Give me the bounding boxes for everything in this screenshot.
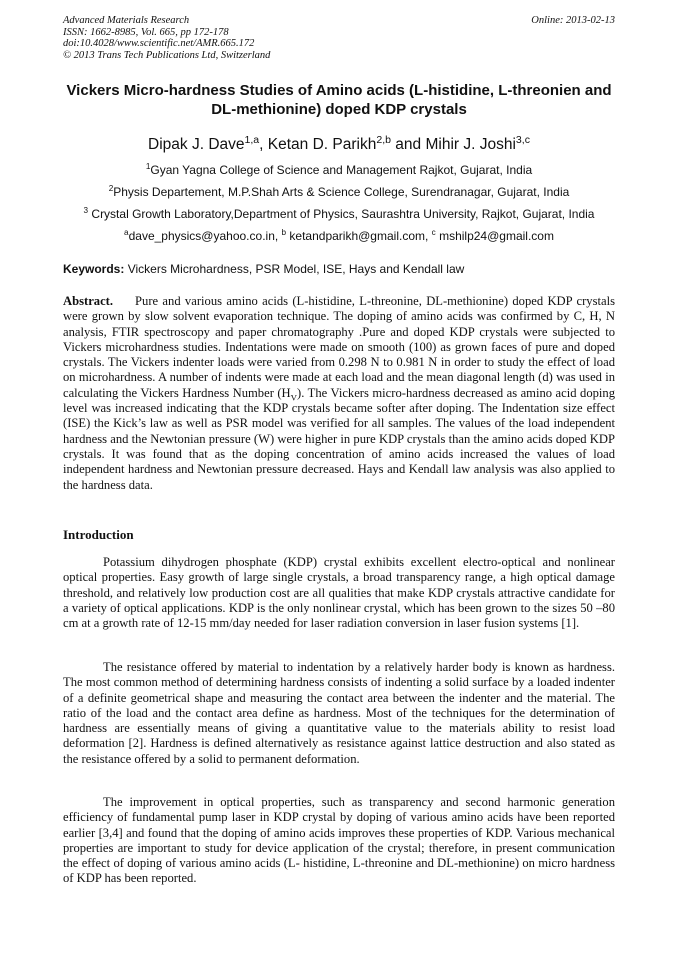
issn-line: ISSN: 1662-8985, Vol. 665, pp 172-178	[63, 26, 229, 38]
author-name: Dipak J. Dave	[148, 136, 245, 153]
introduction-heading: Introduction	[63, 527, 134, 542]
email-mark: b	[281, 228, 287, 237]
email-address: mshilp24@gmail.com	[435, 229, 554, 243]
introduction-paragraph-3: The improvement in optical properties, such as transparency and second harmonic generation efficiency of fundamental pump laser in KDP crystal by doping of various amino acids have been reported earlier [3,4] and found that the doping of amino acids improves these properties of KDP. Various mechanical properties are important to study for device application of the crystal; therefore, in present communication the effect of doping of various amino acids (L- histidine, L-threonine and DL-methionine) on micro hardness of KDP has been reported.	[63, 795, 615, 886]
journal-header	[63, 15, 615, 61]
author-name: Ketan D. Parikh	[267, 136, 377, 153]
email-address: ketandparikh@gmail.com,	[286, 229, 432, 243]
abstract-text-continued: ). The Vickers micro-hardness decreased as amino acid doping level was increased indicating that the KDP crystals became softer after doping. The Indentation size effect (ISE) the Kick’s law as well as PSR model was verified for all samples. The values of the load independent hardness and the Newtonian pressure (W) were higher in pure KDP crystals than the amino acids doped KDP crystals. It was found that as the doping concentration of amino acids increased the values of load independent hardness and Newtonian pressure decreased. Hays and Kendall law analysis was also applied to the hardness data.	[63, 385, 616, 492]
author-separator: ,	[259, 136, 268, 153]
introduction-paragraph-1: Potassium dihydrogen phosphate (KDP) crystal exhibits excellent electro-optical and nonlinear optical properties. Easy growth of large single crystals, a broad transparency range, a high optical damage threshold, and relatively low production cost are all qualities that make KDP crystals attractive candidate for a variety of optical applications. KDP is the only nonlinear crystal, which has been grown to the sizes 50 –80 cm at a growth rate of 12-15 mm/day needed for laser radiation conversion in laser fusion systems [1].	[63, 555, 615, 631]
affiliation-number: 2	[108, 184, 114, 193]
email-mark: a	[124, 228, 129, 237]
keywords-line	[63, 262, 615, 277]
email-mark: c	[431, 228, 436, 237]
affiliation-3	[63, 207, 615, 222]
introduction-paragraph-2: The resistance offered by material to indentation by a relatively harder body is known as hardness. The most common method of determining hardness consists of indenting a solid surface by a loaded indenter of a definite geometrical shape and measuring the contact area between the indenter and the material. The ratio of the load and the contact area define as hardness. Most of the techniques for the determination of hardness are essentially means of giving a quantitative value to the materials ability to resist load deformation [2]. Hardness is defined alternatively as resistance against lattice destruction and also stated as the resistance offered by a solid to permanent deformation.	[63, 660, 615, 766]
author-affiliation-mark: 3,c	[515, 133, 530, 146]
keywords-label: Keywords:	[63, 262, 125, 276]
affiliation-text: Gyan Yagna College of Science and Management Rajkot, Gujarat, India	[150, 163, 533, 177]
affiliation-text: Crystal Growth Laboratory,Department of Physics, Saurashtra University, Rajkot, Gujarat, India	[88, 207, 595, 221]
doi-line: doi:10.4028/www.scientific.net/AMR.665.172	[63, 38, 255, 50]
author-emails	[63, 229, 615, 244]
affiliation-text: Physis Departement, M.P.Shah Arts & Science College, Surendranagar, Gujarat, India	[113, 185, 570, 199]
paper-title: Vickers Micro-hardness Studies of Amino acids (L-histidine, L-threonien and DL-methionine) doped KDP crystals	[66, 82, 612, 118]
author-name: Mihir J. Joshi	[425, 136, 516, 153]
abstract-paragraph	[63, 294, 615, 493]
author-list	[63, 135, 615, 155]
author-separator: and	[390, 136, 426, 153]
affiliation-1	[63, 163, 615, 178]
abstract-label: Abstract.	[63, 294, 114, 308]
copyright-line: © 2013 Trans Tech Publications Ltd, Switzerland	[63, 49, 271, 61]
affiliation-number: 3	[83, 206, 89, 215]
author-affiliation-mark: 2,b	[376, 133, 391, 146]
abstract-text: Pure and various amino acids (L-histidine, L-threonine, DL-methionine) doped KDP crystals were grown by slow solvent evaporation technique. The doping of amino acids was confirmed by C, H, N analysis, FTIR spectroscopy and paper chromatography .Pure and doped KDP crystals were subjected to Vickers microhardness studies. Indentations were made on smooth (100) as grown faces of pure and doped crystals. The Vickers indenter loads were varied from 0.298 N to 0.981 N in order to study the effect of load on microhardness. A number of indents were made at each load and the mean diagonal length (d) was used in calculating the Vickers Hardness Number (H	[63, 294, 615, 400]
journal-name: Advanced Materials Research	[63, 15, 190, 26]
keywords-text: Vickers Microhardness, PSR Model, ISE, Hays and Kendall law	[124, 262, 465, 276]
email-address: dave_physics@yahoo.co.in,	[128, 229, 282, 243]
affiliation-2	[63, 185, 615, 200]
affiliation-number: 1	[145, 162, 151, 171]
online-date: Online: 2013-02-13	[531, 15, 615, 26]
abstract-subscript: V	[290, 392, 298, 403]
author-affiliation-mark: 1,a	[244, 133, 260, 146]
